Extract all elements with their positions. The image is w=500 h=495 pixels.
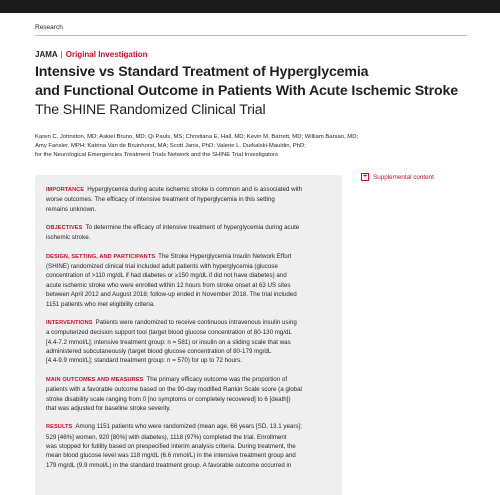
plus-icon: + — [362, 173, 368, 180]
title-line-2: and Functional Outcome in Patients With Acute Ischemic Stroke — [35, 83, 458, 99]
abstract-interventions: INTERVENTIONS Patients were randomized to receive continuous intravenous insulin using a computerized decision support tool (target blood glucose concentration of 80-130 mg/dL [4.4-7.2 mmol/L]; intensive treatment group: n = 581) or insulin on a sliding scale that was administered subcutaneously (target blood glucose concentration of 80-179 mg/dL [4.4-9.9 mmol/L]; standard treatment group: n = 570) for up to 72 hours. — [46, 318, 297, 365]
top-bar — [0, 0, 500, 13]
article-title — [35, 63, 475, 101]
author-list — [35, 133, 380, 161]
section-label: Research — [35, 24, 63, 31]
author-line-3: for the Neurological Emergencies Treatment Trials Network and the SHINE Trial Investigators — [35, 152, 278, 159]
header-divider — [35, 35, 467, 36]
article-subtitle: The SHINE Randomized Clinical Trial — [35, 102, 266, 118]
title-line-1: Intensive vs Standard Treatment of Hyperglycemia — [35, 64, 369, 80]
abstract-heading: RESULTS — [46, 424, 73, 431]
abstract-design: DESIGN, SETTING, AND PARTICIPANTS The Stroke Hyperglycemia Insulin Network Effort (SHINE) randomized clinical trial included adult patients with hyperglycemia (glucose concentration of >110 mg/dL if had diabetes or ≥150 mg/dL if did not have diabetes) and acute ischemic stroke who were enrolled within 12 hours from stroke onset at 63 US sites between April 2012 and August 2018; follow-up ended in November 2018. The trial included 1151 patients who met eligibility criteria. — [46, 252, 297, 308]
journal-separator: | — [60, 50, 63, 59]
abstract-heading: INTERVENTIONS — [46, 319, 93, 326]
abstract-outcomes: MAIN OUTCOMES AND MEASURES The primary efficacy outcome was the proportion of patients with a favorable outcome based on the 90-day modified Rankin Scale score (a global stroke disability scale ranging from 0 [no symptoms or completely recovered] to 6 [death]) that was adjusted for baseline stroke severity. — [46, 375, 302, 412]
abstract-box — [35, 175, 342, 495]
supplemental-content-label: Supplemental content — [373, 173, 434, 181]
author-line-2: Amy Fansler, MPH; Katrina Van de Bruinhorst, MA; Scott Janis, PhD; Valerie L. Durkalski-Mauldin, PhD; — [35, 143, 306, 150]
abstract-objectives: OBJECTIVES To determine the efficacy of intensive treatment of hyperglycemia during acute ischemic stroke. — [46, 224, 300, 242]
author-line-1: Karen C. Johnston, MD; Askiel Bruno, MD; Qi Pauls, MS; Christiana E. Hall, MD; Kevin M. Barrett, MD; William Barsan, MD; — [35, 134, 359, 140]
abstract-results: RESULTS Among 1151 patients who were randomized (mean age, 66 years [SD, 13.1 years]; 529 [46%] women, 920 [80%] with diabetes), 1118 (97%) completed the trial. Enrollment was stopped for futility based on prespecified interim analysis criteria. During treatment, the mean blood glucose level was 118 mg/dL (6.6 mmol/L) in the intensive treatment group and 179 mg/dL (9.9 mmol/L) in the standard treatment group. A favorable outcome occurred in — [46, 423, 302, 469]
journal-line — [35, 50, 148, 59]
supplemental-content-link[interactable] — [361, 173, 434, 181]
abstract-heading: IMPORTANCE — [46, 187, 85, 193]
abstract-heading: OBJECTIVES — [46, 225, 83, 232]
abstract-heading: MAIN OUTCOMES AND MEASURES — [46, 376, 144, 383]
article-type: Original Investigation — [65, 50, 148, 59]
abstract-importance: IMPORTANCE Hyperglycemia during acute ischemic stroke is common and is associated with worse outcomes. The efficacy of intensive treatment of hyperglycemia in this setting remains unknown. — [46, 186, 303, 213]
abstract-heading: DESIGN, SETTING, AND PARTICIPANTS — [46, 253, 156, 260]
journal-name: JAMA — [35, 50, 58, 59]
